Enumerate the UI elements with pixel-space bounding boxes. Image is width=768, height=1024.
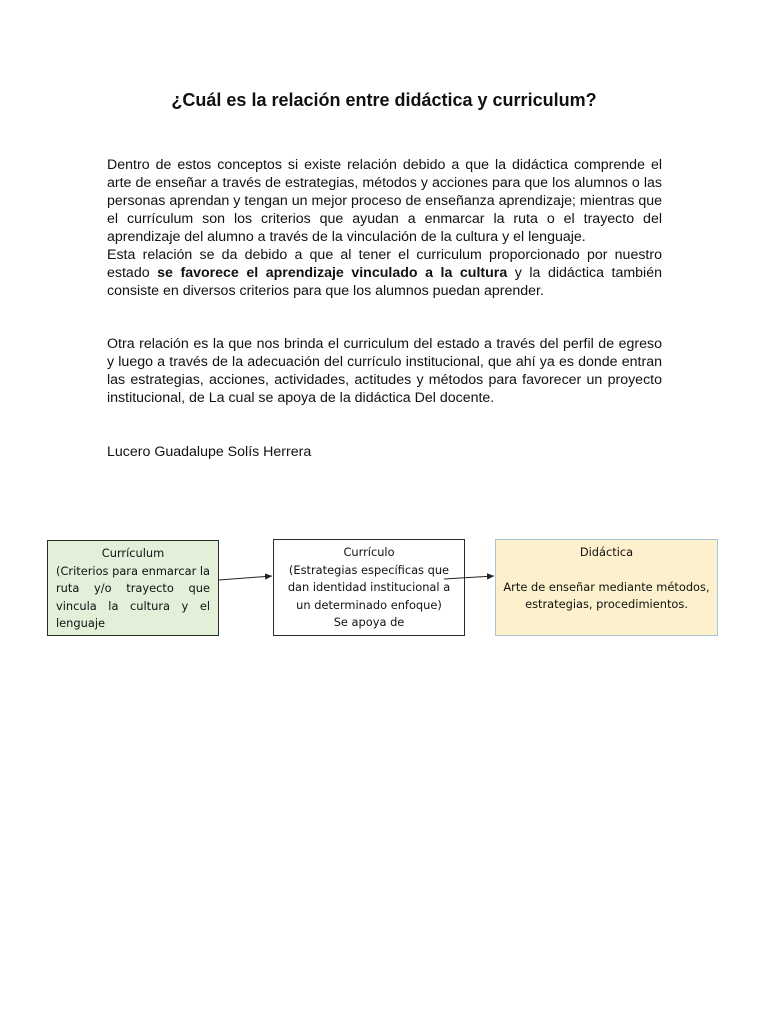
box-heading: Didáctica	[579, 545, 634, 559]
box-footer: Se apoya de	[333, 615, 405, 629]
box-heading: Currículo	[343, 545, 395, 559]
author-name: Lucero Guadalupe Solís Herrera	[107, 444, 312, 460]
box-body: Arte de enseñar mediante métodos, estrategias, procedimientos.	[503, 579, 710, 611]
box-heading: Currículum	[101, 546, 165, 560]
diagram-box-curriculum	[47, 540, 219, 636]
box-body: (Estrategias específicas que dan identidad institucional a un determinado enfoque)	[287, 562, 451, 612]
diagram-box-curriculo	[273, 539, 465, 636]
body-paragraphs-1-2	[107, 156, 662, 300]
paragraph-1: Dentro de estos conceptos si existe relación debido a que la didáctica comprende el arte de enseñar a través de estrategias, métodos y acciones para que los alumnos o las personas aprendan y tengan un mejor proceso de enseñanza aprendizaje; mientras que el currículum son los criterios que ayudan a enmarcar la ruta o el trayecto del aprendizaje del alumno a través de la vinculación de la cultura y el lenguaje.	[107, 157, 662, 245]
page-title: ¿Cuál es la relación entre didáctica y curriculum?	[171, 90, 597, 110]
box-body: (Criterios para enmarcar la ruta y/o trayecto que vincula la cultura y el lenguaje	[56, 563, 211, 630]
paragraph-2-start: Esta relación se da debido a que al tener el curriculum proporcionado por nuestro estado	[107, 247, 662, 281]
paragraph-2-bold: se favorece el aprendizaje vinculado a la cultura	[157, 265, 508, 281]
paragraph-3: Otra relación es la que nos brinda el curriculum del estado a través del perfil de egreso y luego a través de la adecuación del currículo institucional, que ahí ya es donde entran las estrategias, acciones, actividades, actitudes y métodos para favorecer un proyecto institucional, de La cual se apoya de la didáctica Del docente.	[107, 336, 662, 406]
paragraph-2-end: y la didáctica también consiste en diversos criterios para que los alumnos puedan aprender.	[107, 265, 662, 299]
arrow-curriculum-to-curriculo	[219, 576, 272, 580]
diagram-box-didactica	[495, 539, 718, 636]
